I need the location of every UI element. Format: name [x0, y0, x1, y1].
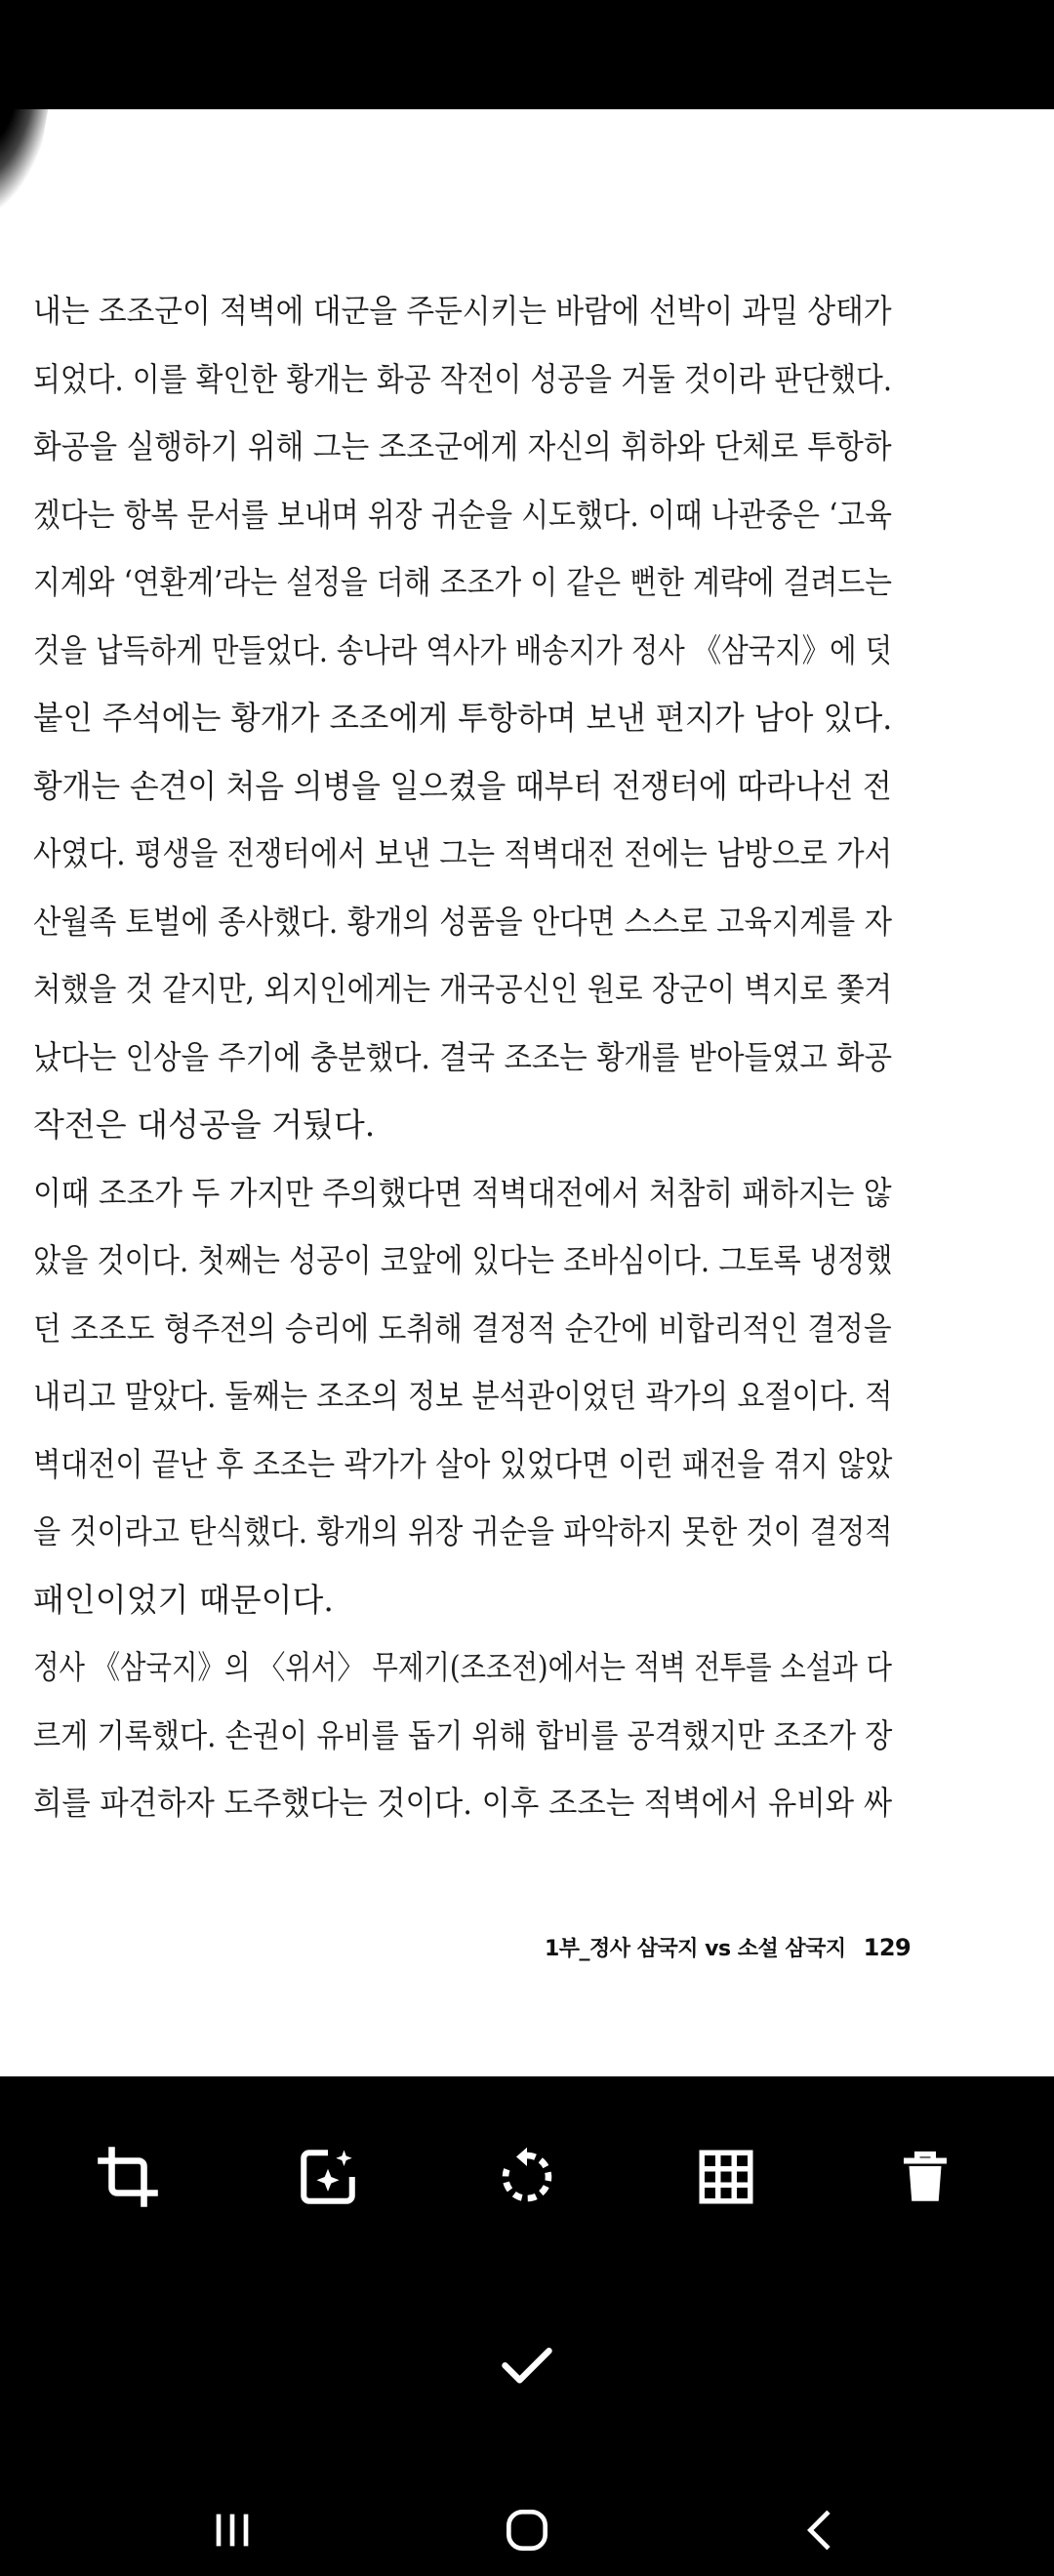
home-icon — [500, 2503, 554, 2557]
back-icon — [794, 2503, 849, 2557]
checkmark-icon — [498, 2335, 556, 2394]
rotate-icon — [495, 2145, 559, 2209]
text-line: 벽대전이 끝난 후 조조는 곽가가 살아 있었다면 이런 패전을 겪지 않았 — [33, 1444, 893, 1483]
text-line: 화공을 실행하기 위해 그는 조조군에게 자신의 휘하와 단체로 투항하 — [33, 427, 892, 466]
text-line: 패인이었기 때문이다. — [33, 1580, 334, 1619]
grid-button[interactable] — [682, 2133, 770, 2221]
text-line: 던 조조도 형주전의 승리에 도취해 결정적 순간에 비합리적인 결정을 — [33, 1308, 892, 1348]
text-line: 을 것이라고 탄식했다. 황개의 위장 귀순을 파악하지 못한 것이 결정적 — [33, 1512, 893, 1551]
text-line: 붙인 주석에는 황개가 조조에게 투항하며 보낸 편지가 남아 있다. — [33, 699, 893, 738]
text-line: 희를 파견하자 도주했다는 것이다. 이후 조조는 적벽에서 유비와 싸 — [33, 1784, 893, 1823]
page-body-text — [33, 275, 892, 1835]
crop-button[interactable] — [84, 2133, 172, 2221]
page-corner-shadow — [0, 109, 49, 221]
home-button[interactable] — [483, 2486, 571, 2574]
text-line: 것을 납득하게 만들었다. 송나라 역사가 배송지가 정사 《삼국지》에 덧 — [33, 630, 893, 669]
recent-apps-button[interactable] — [188, 2486, 276, 2574]
text-line: 사였다. 평생을 전쟁터에서 보낸 그는 적벽대전 전에는 남방으로 가서 — [33, 834, 892, 873]
delete-button[interactable] — [881, 2133, 969, 2221]
document-page — [0, 109, 1054, 2076]
page-footer — [545, 1932, 911, 1962]
rotate-button[interactable] — [483, 2133, 571, 2221]
recent-apps-icon — [205, 2503, 260, 2557]
status-bar-area — [0, 0, 1054, 109]
text-line: 지계와 ‘연환계’라는 설정을 더해 조조가 이 같은 뻔한 계략에 걸려드는 — [33, 563, 892, 602]
text-line: 이때 조조가 두 가지만 주의했다면 적벽대전에서 처참히 패하지는 않 — [33, 1173, 892, 1212]
text-line: 르게 기록했다. 손권이 유비를 돕기 위해 합비를 공격했지만 조조가 장 — [33, 1715, 893, 1754]
text-line: 내는 조조군이 적벽에 대군을 주둔시키는 바람에 선박이 과밀 상태가 — [33, 292, 892, 331]
back-button[interactable] — [778, 2486, 866, 2574]
delete-icon — [893, 2145, 957, 2209]
auto-enhance-button[interactable] — [284, 2133, 372, 2221]
text-line: 황개는 손견이 처음 의병을 일으켰을 때부터 전쟁터에 따라나선 전 — [33, 766, 892, 805]
text-line: 정사 《삼국지》의 〈위서〉 무제기(조조전)에서는 적벽 전투를 소설과 다 — [33, 1648, 893, 1687]
text-line: 산월족 토벌에 종사했다. 황개의 성품을 안다면 스스로 고육지계를 자 — [33, 902, 892, 941]
text-line: 났다는 인상을 주기에 충분했다. 결국 조조는 황개를 받아들였고 화공 — [33, 1037, 892, 1076]
page-number: 129 — [863, 1934, 912, 1961]
text-line: 겠다는 항복 문서를 보내며 위장 귀순을 시도했다. 이때 나관중은 ‘고육 — [33, 495, 892, 534]
footer-section-title: 1부_정사 삼국지 vs 소설 삼국지 — [545, 1937, 846, 1961]
text-line: 았을 것이다. 첫째는 성공이 코앞에 있다는 조바심이다. 그토록 냉정했 — [33, 1241, 893, 1280]
text-line: 되었다. 이를 확인한 황개는 화공 작전이 성공을 거둘 것이라 판단했다. — [33, 359, 892, 398]
auto-enhance-icon — [296, 2145, 360, 2209]
grid-icon — [694, 2145, 758, 2209]
text-line: 작전은 대성공을 거뒀다. — [33, 1106, 376, 1145]
crop-icon — [96, 2145, 160, 2209]
confirm-button[interactable] — [483, 2320, 571, 2408]
text-line: 내리고 말았다. 둘째는 조조의 정보 분석관이었던 곽가의 요절이다. 적 — [33, 1377, 893, 1416]
text-line: 처했을 것 같지만, 외지인에게는 개국공신인 원로 장군이 벽지로 쫓겨 — [33, 970, 892, 1009]
edit-toolbar — [0, 2076, 1054, 2576]
